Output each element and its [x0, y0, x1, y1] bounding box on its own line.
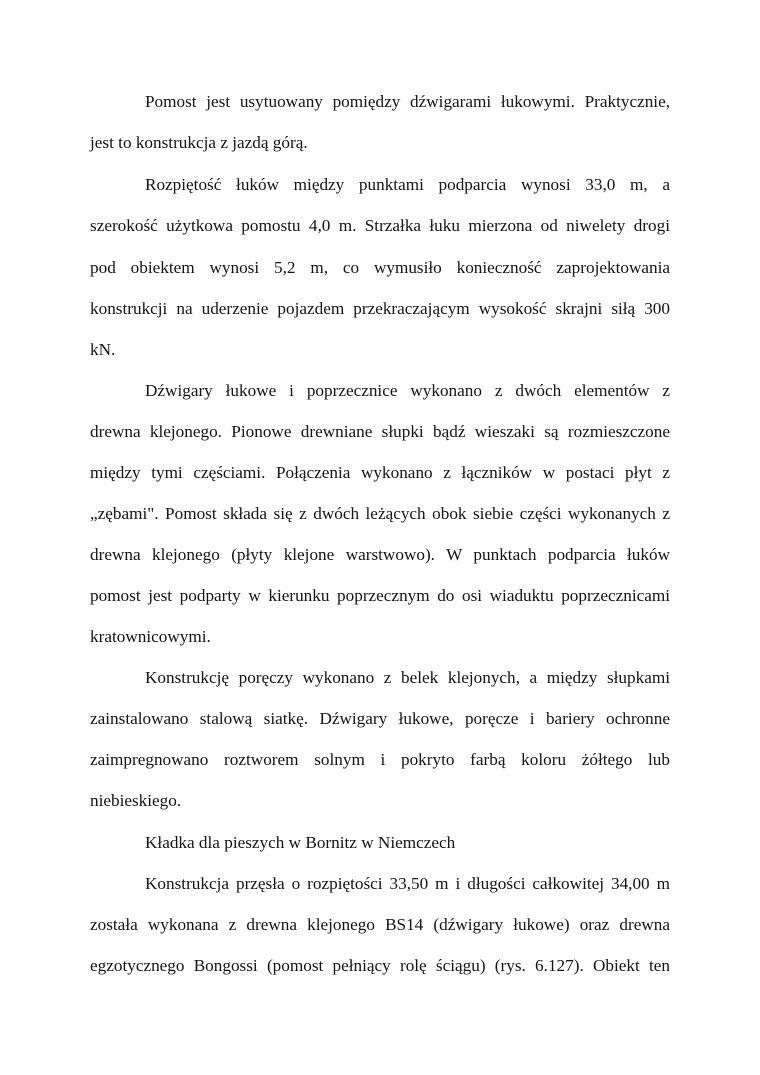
paragraph-6-line-1: Konstrukcja przęsła o rozpiętości 33,50 m i długości całkowitej 34,00 m	[145, 874, 670, 893]
paragraph-2-line-3: pod obiektem wynosi 5,2 m, co wymusiło konieczność zaprojektowania	[90, 258, 670, 277]
paragraph-2-line-5: kN.	[90, 340, 116, 359]
paragraph-3-line-3: między tymi częściami. Połączenia wykonano z łączników w postaci płyt z	[90, 463, 670, 482]
paragraph-6-line-2: została wykonana z drewna klejonego BS14 (dźwigary łukowe) oraz drewna	[90, 915, 670, 934]
paragraph-3-line-7: kratownicowymi.	[90, 627, 211, 646]
paragraph-1-line-2: jest to konstrukcja z jazdą górą.	[90, 133, 308, 152]
paragraph-3-line-2: drewna klejonego. Pionowe drewniane słupki bądź wieszaki są rozmieszczone	[90, 422, 670, 441]
paragraph-3-line-5: drewna klejonego (płyty klejone warstwowo). W punktach podparcia łuków	[90, 545, 670, 564]
paragraph-2-line-1: Rozpiętość łuków między punktami podparcia wynosi 33,0 m, a	[145, 175, 670, 194]
paragraph-3-line-1: Dźwigary łukowe i poprzecznice wykonano z dwóch elementów z	[145, 381, 670, 400]
paragraph-4-line-2: zainstalowano stalową siatkę. Dźwigary łukowe, poręcze i bariery ochronne	[90, 709, 670, 728]
paragraph-4-line-4: niebieskiego.	[90, 791, 182, 810]
paragraph-3-line-6: pomost jest podparty w kierunku poprzecznym do osi wiaduktu poprzecznicami	[90, 586, 670, 605]
paragraph-3-line-4: „zębami". Pomost składa się z dwóch leżących obok siebie części wykonanych z	[90, 504, 670, 523]
paragraph-2-line-2: szerokość użytkowa pomostu 4,0 m. Strzałka łuku mierzona od niwelety drogi	[90, 216, 670, 235]
paragraph-2-line-4: konstrukcji na uderzenie pojazdem przekraczającym wysokość skrajni siłą 300	[90, 299, 670, 318]
paragraph-4-line-1: Konstrukcję poręczy wykonano z belek klejonych, a między słupkami	[145, 668, 670, 687]
paragraph-1-line-1: Pomost jest usytuowany pomiędzy dźwigarami łukowymi. Praktycznie,	[145, 92, 670, 111]
paragraph-4-line-3: zaimpregnowano roztworem solnym i pokryto farbą koloru żółtego lub	[90, 750, 670, 769]
section-heading-line: Kładka dla pieszych w Bornitz w Niemczech	[145, 833, 456, 852]
paragraph-6-line-3: egzotycznego Bongossi (pomost pełniący rolę ściągu) (rys. 6.127). Obiekt ten	[90, 956, 670, 975]
